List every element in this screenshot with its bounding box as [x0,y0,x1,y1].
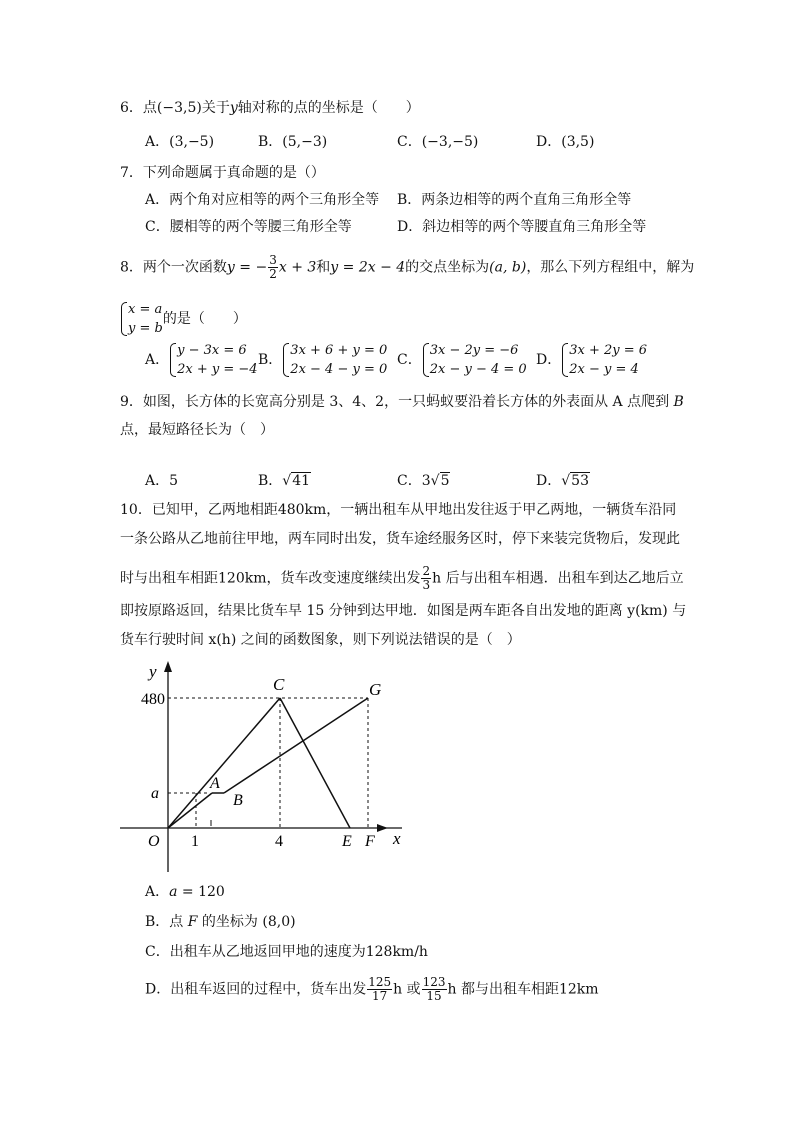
option-system: 3x + 2y = 6 2x − y = 4 [561,341,647,379]
q6-axis: y [229,100,238,116]
option-rest: 的坐标为 (8,0) [197,914,296,930]
option-var: F [187,914,198,930]
option-value: (3,−5) [169,134,215,150]
q6-stem-suffix: 轴对称的点的坐标是（ ） [237,100,420,116]
option-label: B． [258,473,283,489]
q7-option-a[interactable] [145,190,379,210]
option-label: C． [397,473,422,489]
point-f-label: F [365,833,375,850]
point-g-label: G [369,680,382,699]
line-oc [168,698,280,828]
option-label: C． [397,134,422,150]
point-a-label: A [210,775,220,792]
q8-stem-end: 的是（ ） [162,311,247,327]
q7-stem: 7．下列命题属于真命题的是（） [120,165,325,181]
q8-solution-system: x = a y = b [120,300,163,338]
q8-f2: y = 2x − 4 [330,259,406,276]
option-text: 斜边相等的两个等腰直角三角形全等 [422,219,647,235]
option-system: 3x + 6 + y = 0 2x − 4 − y = 0 [282,341,387,379]
q7-option-b[interactable] [397,190,631,210]
q9-line1-prefix: 9．如图，长方体的长宽高分别是 3、4、2，一只蚂蚁要沿着长方体的外表面从 A 点爬到 [120,394,670,410]
option-label: B． [258,352,283,368]
option-label: D． [397,219,423,235]
q6-option-c[interactable] [397,132,478,152]
q7-option-d[interactable] [397,217,646,237]
option-system: 3x − 2y = −6 2x − y − 4 = 0 [422,341,527,379]
option-var: a [169,884,178,900]
x-tick-1: 1 [191,833,199,850]
option-label: D． [536,134,562,150]
option-value: 5 [169,473,179,489]
option-fraction-1: $\frac{125}{17}$ [368,975,392,1003]
q8-option-c[interactable] [397,341,527,379]
x-axis-arrow-icon [377,824,388,832]
line-bg [224,698,368,793]
option-label: A． [145,473,170,489]
graph-lines [168,698,368,828]
q8-point: (a, b) [489,259,527,276]
q6-option-d[interactable] [536,132,594,152]
q10-option-c[interactable] [145,942,428,962]
option-value: (3,5) [561,134,595,150]
x-tick-4: 4 [275,833,283,850]
q10-option-b[interactable] [145,912,296,932]
q8-stem-line2 [120,300,247,338]
option-prefix: 点 [169,914,188,930]
q6-option-b[interactable] [258,132,327,152]
q6-stem [120,98,420,118]
option-rest: = 120 [177,884,225,900]
q10-fraction: $\frac{2}{3}$ [422,564,431,592]
option-label: B． [397,192,422,208]
option-label: D． [536,352,562,368]
q9-option-a[interactable] [145,471,178,491]
q9-option-c[interactable] [397,471,450,491]
y-tick-480: 480 [141,691,165,708]
q8-option-d[interactable] [536,341,647,379]
option-value: (−3,−5) [421,134,479,150]
q8-stem-prefix: 8．两个一次函数 [120,259,227,276]
q8-stem-suffix: ，那么下列方程组中，解为 [526,259,695,276]
q8-option-b[interactable] [258,341,387,379]
q8-stem-mid: 的交点坐标为 [405,259,490,276]
sqrt-icon: √ [430,473,440,489]
q9-option-b[interactable] [258,471,311,491]
option-label: C． [397,352,422,368]
option-label: D． [536,473,562,489]
q6-stem-prefix: 6．点 [120,100,157,116]
option-radicand: 53 [571,473,589,489]
q9-stem-line2: 点，最短路径长为（ ） [120,422,274,438]
sqrt-icon: √ [561,473,571,489]
option-mid: h 或 [393,981,421,998]
option-label: C． [145,219,170,235]
q8-stem-line1 [120,254,694,281]
option-value: (5,−3) [282,134,328,150]
q10-line3 [120,565,684,592]
q10-line4: 即按原路返回，结果比货车早 15 分钟到达甲地．如图是两车距各自出发地的距离 y(km) 与 [120,603,687,619]
q6-option-a[interactable] [145,132,214,152]
point-c-label: C [273,675,285,694]
option-label: C． [145,944,170,960]
q8-and: 和 [316,259,331,276]
origin-label: O [148,833,160,850]
q7-option-c[interactable] [145,217,352,237]
option-label: B． [258,134,283,150]
q10-line1: 10．已知甲，乙两地相距480km，一辆出租车从甲地出发往返于甲乙两地，一辆货车沿同 [120,502,677,518]
sqrt-icon: √ [282,473,292,489]
option-label: A． [145,134,170,150]
y-tick-a: a [151,785,159,802]
q8-f1-lhs: y = − [226,259,268,276]
option-system: y − 3x = 6 2x + y = −4 [169,341,257,379]
q6-stem-mid: 关于 [201,100,230,116]
option-text: 两条边相等的两个直角三角形全等 [421,192,632,208]
option-text: 腰相等的两个等腰三角形全等 [169,219,352,235]
line-oa [168,793,212,828]
q8-option-a[interactable] [145,341,258,379]
y-axis-arrow-icon [164,661,172,672]
option-text: 两个角对应相等的两个三角形全等 [169,192,380,208]
q10-line5: 货车行驶时间 x(h) 之间的函数图象，则下列说法错误的是（ ） [120,632,521,648]
option-fraction-2: $\frac{123}{15}$ [422,975,446,1003]
option-prefix: 出租车返回的过程中，货车出发 [170,981,367,998]
point-b-label: B [233,792,243,809]
option-label: A． [145,884,170,900]
option-label: D． [145,981,171,998]
option-radicand: 5 [440,473,450,489]
option-suffix: h 都与出租车相距12km [447,981,599,998]
q10-graph [120,660,401,875]
option-radicand: 41 [292,473,311,489]
q8-f1-fraction: $\frac{3}{2}$ [269,253,277,281]
q6-point: (−3,5) [156,100,202,116]
q8-f1-rhs: x + 3 [278,259,317,276]
q10-option-d[interactable] [145,976,599,1003]
x-axis-label: x [393,829,401,848]
option-label: A． [145,192,170,208]
y-axis-label: y [149,662,157,681]
q10-line2: 一条公路从乙地前往甲地，两车同时出发，货车途经服务区时，停下来装完货物后，发现此 [120,531,680,547]
option-label: A． [145,352,170,368]
point-e-label: E [342,833,352,850]
q9-point-b: B [673,394,684,410]
q9-stem-line1 [120,392,684,412]
q10-option-a[interactable] [145,882,225,902]
q10-line3-prefix: 时与出租车相距120km，货车改变速度继续出发 [120,570,421,587]
q9-option-d[interactable] [536,471,590,491]
q10-line3-suffix: h 后与出租车相遇．出租车到达乙地后立 [432,570,684,587]
option-label: B． [145,914,170,930]
option-text: 出租车从乙地返回甲地的速度为128km/h [169,944,428,960]
option-coef: 3 [421,473,431,489]
